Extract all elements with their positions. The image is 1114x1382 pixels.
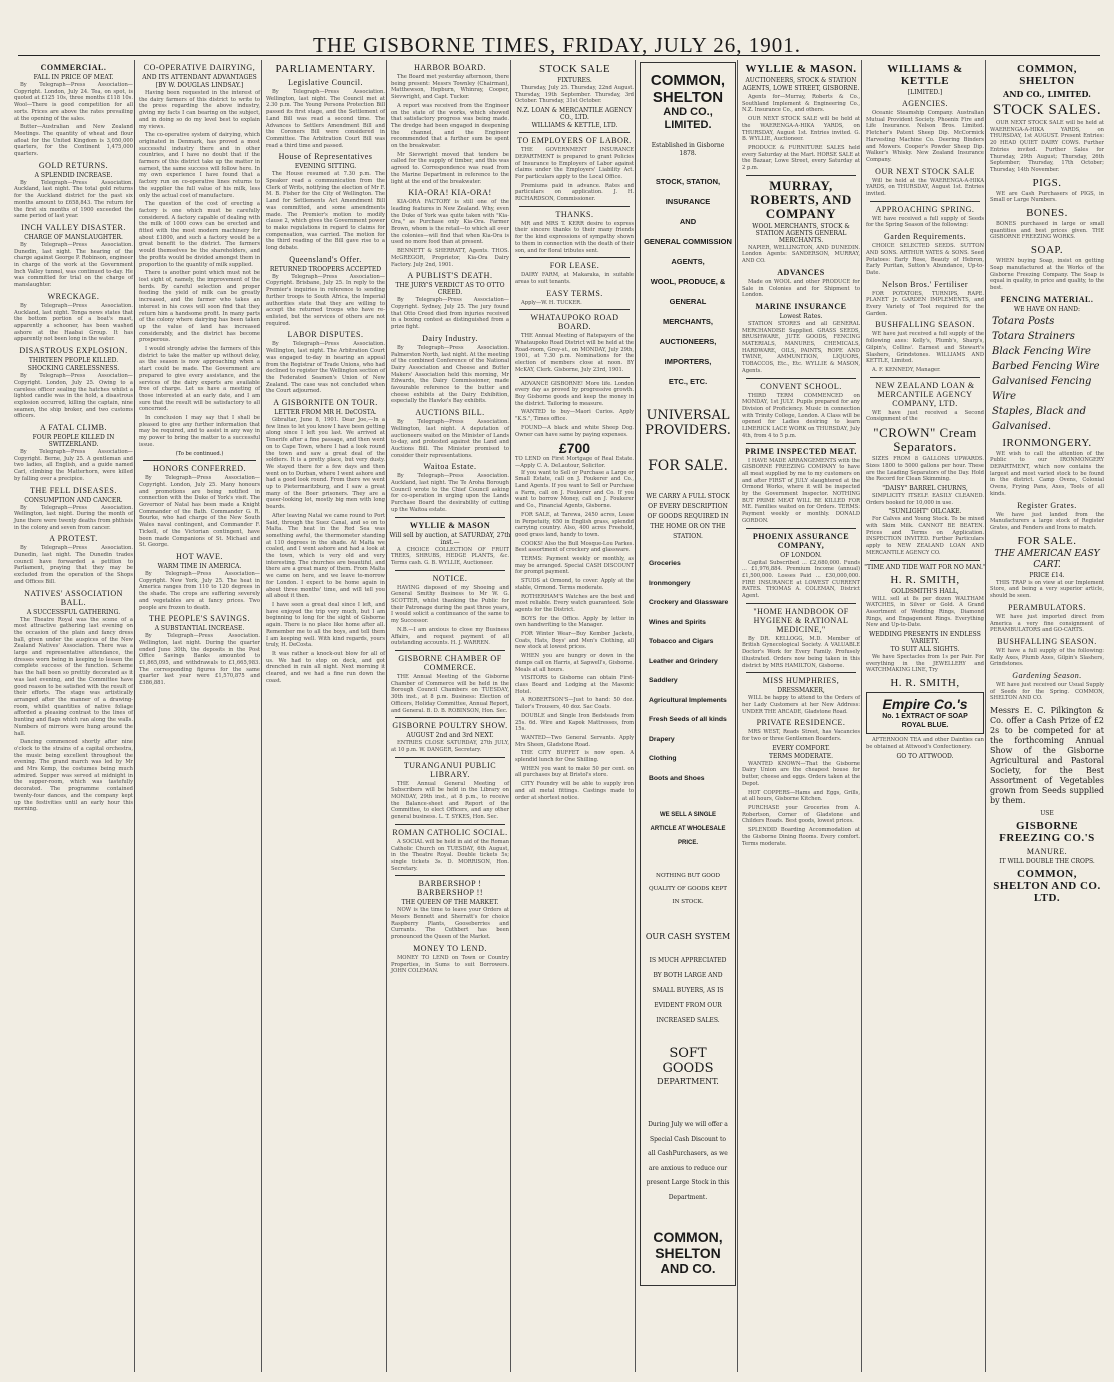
heading-harbor-board: HARBOR BOARD.	[414, 63, 486, 72]
universal: UNIVERSAL	[646, 408, 730, 423]
article-text: KIA-ORA FACTORY is still one of the leading features in New Zealand. Why, even the Duke of York was quite taken with "Kia-Ora," as Purchase only Kia-Ora. Farmer Brown, whom is the retail—to which all over the colonies—will find that when Kia-Ora is used no more food than at present. BENNETT & SHERRATT, Agents. THOS. McGREGOR, Proprietor, Kia-Ora Dairy Factory. July 2nd, 1901.	[391, 199, 509, 268]
heading-queensland: Queensland's Offer.	[289, 254, 362, 264]
column-9	[988, 60, 1106, 1372]
column-4	[389, 60, 511, 1372]
july-text: During July we will offer a Special Cash Discount to all CashPurchasers, as we are anxious to reduce our present Large Stock in this Department.	[646, 1121, 730, 1201]
heading-every-comfort: EVERY COMFORT.	[772, 744, 830, 752]
ad-text: WE have just received our Usual Supply of Seeds for the Spring. COMMON, SHELTON AND CO.	[990, 682, 1104, 702]
ad-notice: NOTICE.	[432, 573, 468, 583]
heading-wedding: WEDDING PRESENTS IN ENDLESS VARIETY.	[869, 631, 981, 646]
heading-thirteen: THIRTEEN PEOPLE KILLED.	[28, 357, 119, 365]
ad-text: FOR POTATOES, TURNIPS, RAPE. PLANET Jr. GARDEN IMPLEMENTS, and Every Variety of Tool required for the Garden.	[866, 290, 984, 317]
heading-phoenix-sub: OF LONDON.	[780, 551, 822, 559]
ad-text: DAIRY FARM, at Makaraka, in suitable areas to suit tenants.	[515, 272, 634, 285]
masthead-rule	[18, 55, 1100, 56]
ad-text: A CHOICE COLLECTION OF FRUIT TREES, SHRUBS, HEDGE PLANTS, &c. Terms cash. G. B. WYLLIE, Auctioneer.	[391, 546, 509, 566]
ad-poultry-show: GISBORNE POULTRY SHOW.	[392, 721, 508, 731]
ad-text: Made on WOOL and other PRODUCE for Sale in Colonies and for Shipment to London.	[742, 278, 860, 299]
article-text: By Telegraph—Press Association—Copyright. Berne, July 25. A gentleman and two ladies, all English, and a guide named Carl, climbing the Matterhorn, were killed by falling over a precipice.	[14, 449, 133, 482]
cash-system: OUR CASH SYSTEM	[645, 932, 731, 941]
ad-text: WILL be happy to attend to the Orders of her Lady Customers at her New Address: UNDER THE ARCADE, Gladstone Road.	[742, 695, 860, 715]
article-text: Gibraltar, June 8, 1901. Dear Joe,—In a few lines to let you know I have been getting along since I left you last. We arrived at Tenerife after a fine passage, and then went on to Cape Town, where I had a look round the town and saw a great deal of the soldiers. It is a pretty place, but very dusty. We stayed there for a few days and then went on to Durban, where I went ashore and had a good look round. From there we went up to Pietermaritzburg, and I saw a great many of the Boer prisoners. They are a queer-looking lot, mostly big men with long beards. After leaving Natal we came round to Port Said, through the Suez Canal, and so on to Malta. The heat in the Red Sea was something awful, the thermometer standing at 110 degrees in the shade. At Malta we coaled, and I went ashore and had a look at the town, which is very old and very interesting. The churches are beautiful, and there are a great many of them. From Malta we came on here, and we leave to-morrow for London. I expect to be home again in about three months' time, and will tell you all about it then. I have seen a great deal since I left, and have enjoyed the trip very much, but I am beginning to long for the sight of Gisborne again. There is no place like home after all. Remember me to all the boys, and tell them I am keeping well. With kind regards, yours truly, H. DeCosta. It was rather a knock-out blow for all of us. We had to stop on deck, and got drenched in rain all night. Next morning it cleared, and we had a fine run down the coast.	[266, 417, 385, 684]
footer-name-1: COMMON, SHELTON	[653, 1229, 723, 1261]
for-sale: FOR SALE.	[648, 458, 728, 474]
article-text: By Telegraph—Press Association—Copyright. Sydney, July 25. The jury found that Otto Creed died from injuries received in a boxing contest as distinguished from a prize fight.	[391, 297, 509, 331]
article-text: By Telegraph—Press Association. Wellington, last night. During the quarter ended June 30th, the deposits in the Post Office Savings Banks amounted to £1,865,095, and withdrawals to £1,665,983. The corresponding figures for the same quarter last year were £1,570,875 and £386,881.	[139, 633, 260, 687]
ad-text: WILL sell at 8s per dozen WALTHAM WATCHES, in Silver or Gold. A Grand Assortment of Wedding Rings, Diamond Rings, and Engagement Rings. Everything New and Up-to-Date.	[866, 595, 984, 629]
heading-bones: BONES.	[1026, 207, 1068, 220]
ad-text: WE have just received a full supply of the following axes: Kelly's, Plumb's, Sharp's, Gilpin's, Collins'. Earnest and Stewart's Slashers, Grindstones. WILLIAMS AND KETTLE, Limited. A. F. KENNEDY, Manager.	[866, 331, 984, 373]
heading-stock-sale: STOCK SALE	[538, 63, 611, 75]
heading-garden: Garden Requirements.	[884, 232, 966, 242]
heading-suit-sights: TO SUIT ALL SIGHTS.	[890, 646, 960, 654]
ad-name-1: COMMON, SHELTON	[650, 72, 726, 106]
article-text: By Telegraph—Press Association—Copyright. London, July 25. Owing to a careless officer sealing the hatches whilst a lighted candle was in the hold, a disastrous explosion occurred, killing the captain, nine seamen, the ship broker, and two customs officers.	[14, 373, 133, 420]
ad-text: ADVANCE GISBORNE! More life. London every day as proved by progressive growth. Buy Gisborne goods and keep the money in the district. Tailoring to measure. WANTED to buy—Maori Curios. Apply "K.S.", Times office. FOUND—A black and white Sheep Dog. Owner can have same by paying expenses.	[515, 380, 634, 438]
ad-text: I HAVE MADE ARRANGEMENTS with the GISBORNE FREEZING COMPANY to have all meat supplied by me to my customers on and after FIRST of JULY slaughtered at the Ormond Works, where it will be inspected by the Government Inspector. NOTHING BUT PRIME MEAT WILL BE KILLED FOR ME. Families waited on for Orders. TERMS: Payment weekly or monthly. DONALD GORDON.	[742, 457, 860, 524]
ad-text: STATION STORES and all GENERAL MERCHANDISE Supplied. GRASS SEEDS, BRUSHWARE, JUTE GOODS, FENCING MATERIALS, MANURES, CHEMICALS, HARDWARE, OILS, PAINTS, ROPE AND TWINE, AMMUNITION, LIQUORS, TOBACCOS, Etc., Etc. WYLLIE & MASON, Agents.	[742, 320, 860, 374]
heading-hr-smith: H. R. SMITH,	[890, 573, 960, 586]
heading-cs-sub: AND CO., LIMITED.	[1003, 89, 1091, 99]
article-text: Having been requested in the interest of the dairy farmers of this district to write to the press regarding the above industry, giving my facts I can bearing on the subject, and in doing so do my level best to explain my views. The co-operative system of dairying, which originated in Denmark, has proved a most successful industry there and in other countries, and I have no doubt that if the farmers of this district take up the matter in earnest, the same success will follow here. In my own experience I have found that a factory run on co-operative lines returns to the supplier the full value of his milk, less only the actual cost of manufacture. The question of the cost of erecting a factory is one which must be carefully considered. A factory capable of dealing with the milk of 1000 cows can be erected and fitted with the most modern machinery for about £1800, and such a factory would be a great benefit to the district. The farmers would themselves be the shareholders, and the profits would be divided amongst them in proportion to the quantity of milk supplied. There is another point which must not be lost sight of, namely, the improvement of the herds. By careful selection and proper feeding the yield of milk can be greatly increased, and the farmer who takes an interest in his cows will soon find that they return him a handsome profit. In many parts of the colony where dairying has been taken up the value of land has increased considerably, and the district has become prosperous. I would strongly advise the farmers of this district to take the matter up without delay, as the season is now approaching when a start could be made. The Government are prepared to give every assistance, and the services of the dairy experts are available free of charge. Let us have a meeting of those interested at an early date, and I am sure that the result will be satisfactory to all concerned. In conclusion I may say that I shall be pleased to give any further information that may be required, and to assist in any way in my power to bring the matter to a successful issue.	[139, 90, 260, 448]
heading-bushfalling: BUSHFALLING SEASON.	[875, 320, 975, 330]
heading-gold-sub: A SPLENDID INCREASE.	[34, 171, 113, 179]
article-text: By Telegraph—Press Association. Dunedin, last night. The Dunedin trades council have forwarded a petition to Parliament, praying that they may be excluded from the operation of the Shops and Offices Bill.	[14, 545, 133, 585]
ad-text: MRS WEST, Reads Street, has Vacancies for two or three Gentlemen Boarders.	[742, 729, 860, 743]
article-text: The Board met yesterday afternoon, there being present: Messrs Townley (Chairman), Matthewson, Hepburn, Whinray, Cooper, Sievwright, and Capt. Tucker. A report was received from the Engineer on the state of the works, which showed that satisfactory progress was being made. The dredge had been engaged in deepening the channel, and the Engineer recommended that a further sum be spent on the breakwater. Mr Sievwright moved that tenders be called for the supply of timber, and this was agreed to. Correspondence was read from the Marine Department in reference to the light at the end of the breakwater.	[391, 74, 509, 185]
ad-text: HAVING disposed of my Shoeing and General Smithy Business to Mr W. G. SCOTTER, whilst thanking the Public for their Patronage during the past three years, I would solicit a continuance of the same to my Successor. N.B.—I am anxious to close my Business Affairs, and request payment of all outstanding accounts. H. J. WARREN.	[391, 584, 509, 647]
heading-protest: A PROTEST.	[49, 534, 98, 544]
heading-private-residence: PRIVATE RESIDENCE.	[756, 718, 846, 728]
ad-text: NOW is the time to leave your Orders at Messrs Bennett and Sherratt's for choice Raspberry Plants, Gooseberries and Currants. The Cuthbert has been pronounced the Queen of the Market.	[391, 907, 509, 941]
heading-waitoa-estate: Waitoa Estate.	[423, 462, 477, 472]
heading-wk-sub: [LIMITED.]	[907, 89, 943, 96]
footer-name-2: AND CO.	[660, 1261, 716, 1276]
ad-text: By DR. KELLOGG, M.D. Member of British Gynecological Society. A VALUABLE Doctor's Work for Every Family. Profusely illustrated. Orders now being taken in this district by MRS HAMILTON, Gisborne.	[742, 635, 860, 669]
heading-empire: Empire Co.'s	[882, 696, 968, 713]
ad-text: CHOICE SELECTED SEEDS. SUTTON AND SONS. ARTHUR YATES & SONS. Seed Potatoes: Early Rose, Beauty of Hebron, Early Puritan, Sutton's Abundance, Up-to-Date.	[866, 243, 984, 276]
author-line: [BY W. DOUGLAS LINDSAY.]	[155, 82, 244, 89]
article-text: By Telegraph—Press Association. Wellington, last night. During the month of June there were twenty deaths from phthisis in the colony and seven from cancer.	[14, 504, 133, 531]
ad-text: NAPIER, WELLINGTON, AND DUNEDIN. London Agents: SANDERSON, MURRAY, AND CO.	[742, 244, 860, 265]
column-6	[638, 60, 738, 1372]
ad-text: THE Annual General Meeting of Subscribers will be held in the Library on MONDAY, 29th inst., at 8 p.m., to receive the Balance-sheet and Report of the Committee, to elect Officers, and any other general business. L. T. SYKES, Hon. Sec.	[391, 780, 509, 821]
heading-whataupoko: WHATAUPOKO ROAD BOARD.	[530, 313, 619, 332]
heading-coop-dairying: CO-OPERATIVE DAIRYING,	[143, 63, 256, 72]
ad-text: BONES purchased in large or small quantities and best prices given. THE GISBORNE FREEZING WORKS.	[990, 221, 1104, 241]
ad-text: THE Annual Meeting of the Gisborne Chamber of Commerce will be held in the Borough Council Chambers on TUESDAY, 30th inst., at 8 p.m. Business: Election of Officers, Holiday Committee, Annual Report, and General. B. D. B. ROBINSON, Hon. Sec.	[391, 674, 509, 714]
established-line: Established in Gisborne 1878.	[651, 142, 725, 157]
heading-fatal-climb: A FATAL CLIMB.	[39, 423, 108, 433]
heading-gisbornite: A GISBORNITE ON TOUR.	[273, 398, 378, 408]
heading-we-have: WE HAVE ON HAND:	[1013, 305, 1081, 313]
article-text: By Telegraph—Press Association. Palmerston North, last night. At the meeting of the combined Conference of the National Dairy Association and Cheese and Butter Makers' Association held this morning, Mr Edwards, the Dairy Commissioner, made favourable reference to the butter and cheese exhibits at the Dairy Exhibition, especially the Hawke's Bay exhibits.	[391, 344, 509, 405]
ad-text: MONEY TO LEND on Town or Country Properties, in Sums to suit Borrowers. JOHN COLEMAN.	[391, 954, 509, 975]
newspaper-title: THE GISBORNE TIMES, FRIDAY, JULY 26, 1901.	[313, 33, 801, 57]
article-text: By Telegraph—Press Association. Wellington, last night. The Arbitration Court was engaged to-day in hearing an appeal from the Registrar of Trade Unions, who had declined to register the Wellington section of the Federated Seamen's Union of New Zealand. The case was not concluded when the Court adjourned.	[266, 341, 385, 395]
heading-fell-diseases: THE FELL DISEASES.	[30, 485, 117, 495]
heading-double: IT WILL DOUBLE THE CROPS.	[999, 858, 1095, 866]
ad-text: MR and MRS T. KERR desire to express their sincere thanks to their many friends for the kind expressions of sympathy shown to them in connection with the death of their son, and for floral tributes sent.	[515, 220, 634, 254]
heading-murray-roberts: MURRAY, ROBERTS, AND COMPANY	[750, 177, 852, 221]
heading-pigs: PIGS.	[1032, 176, 1062, 189]
ad-text: THE Annual Meeting of Ratepayers of the Whataupoko Road District will be held at the Road-room, Grey-st., on MONDAY, July 29th, 1901, at 7.30 p.m. Nominations for the election of members close at noon. BY McKAY, Clerk. Gisborne, July 23rd, 1901.	[515, 333, 634, 373]
heading-kia-ora: KIA-ORA! KIA-ORA!	[408, 188, 492, 198]
heading-advances: ADVANCES	[777, 267, 825, 277]
article-text: The Theatre Royal was the scene of a most attractive gathering last evening on the occasion of the plain and fancy dress ball, given under the auspices of the New Zealand Natives' Association. There was a large and representative attendance, the dresses worn being in keeping to lessen the complete success of the function. Scheme has the hall been so prettily decorated as it was last evening, and the Committee have good reason to be satisfied with the result of their efforts. The stage was artistically arranged after the manner of a drawing-room, whilst quantities of native foliage afforded a pleasing contrast to the lines of bunting and flags which ran along the walls. Numbers of mirrors were hung around the hall. Dancing commenced shortly after nine o'clock to the strains of a capital orchestra, the music being excellent throughout the evening. The grand march was led by Mr and Mrs Kemp, the costumes being much admired. Supper was served at midnight in the supper-room, which was tastefully decorated. The programme contained twenty-four dances, and the company kept up the festivities until an early hour this morning.	[14, 616, 133, 813]
column-7	[740, 60, 862, 1372]
continued-line: (To be continued.)	[175, 450, 224, 457]
article-text: By Telegraph—Press Association. Auckland, last night. Tonga news states that the bottom portion of a boat's mast, apparently a schooner, has been washed ashore at the Haabai Group. It has apparently not been long in the water.	[14, 302, 133, 343]
column-1	[12, 60, 135, 1372]
heading-commercial: COMMERCIAL.	[40, 63, 107, 72]
ad-poultry-sub: AUGUST 2nd and 3rd NEXT.	[406, 732, 494, 740]
common-shelton-ad	[640, 62, 736, 1286]
heading-manure: MANURE.	[1026, 847, 1068, 857]
heading-daisy: "DAISY" BARREL CHURNS,	[882, 484, 968, 492]
heading-easy-terms: EASY TERMS.	[546, 288, 603, 298]
ad-wyllie-mason: WYLLIE & MASON	[409, 520, 491, 530]
heading-fencing: FENCING MATERIAL.	[1000, 294, 1094, 304]
heading-perambulators: PERAMBULATORS.	[1008, 602, 1086, 612]
ad-queen: THE QUEEN OF THE MARKET.	[401, 899, 499, 907]
heading-royal-blue: ROYAL BLUE.	[901, 722, 949, 730]
ad-wyllie-sub: Will sell by auction, at SATURDAY, 27th inst.—	[389, 531, 511, 546]
pilkington-text: Messrs E. C. Pilkington & Co. offer a Cash Prize of £2 2s to be competed for at the forthcoming Annual Show of the Gisborne Agricultural and Pastoral Society, for the Best Assortment of Vegetables grown from Seeds supplied by them.	[990, 706, 1104, 806]
ad-text: THIS TRAP is on view at our Implement Store, and being a very superior article, should be seen.	[990, 579, 1104, 600]
article-text: By Telegraph—Press Association—Copyright. London, July 25. Many honours and promotions are being notified in connection with the Duke of York's visit. The Governor of Natal has been made a Knight Commander of the Bath. Commander G. R. Bourke, who had charge of the New South Wales naval contingent, and Commander F. Tickell, of the Victorian contingent, have been made Companions of St. Michael and St. George.	[139, 475, 260, 549]
heading-fall-price: FALL IN PRICE OF MEAT.	[33, 74, 114, 81]
ad-text: A SOCIAL will be held in aid of the Roman Catholic Church on TUESDAY, 6th August, in the Theatre Royal. Double tickets 5s; single tickets 3s. D. MORRISON, Hon. Secretary.	[391, 838, 509, 872]
heading-nelson: Nelson Bros.' Fertiliser	[881, 279, 969, 289]
heading-inch-valley: INCH VALLEY DISASTER.	[21, 222, 126, 232]
article-text: By Telegraph—Press Association. Auckland, last night. The Te Aroha Borough Council wrote to the Chief Council asking for co-operation in urging upon the Lands Purchase Board the desirability of cutting up the Waitoa estate.	[391, 473, 509, 513]
column-2	[137, 60, 262, 1372]
ad-name-2: AND CO., LIMITED.	[663, 106, 713, 131]
heading-common-shelton: COMMON, SHELTON	[1016, 63, 1077, 87]
heading-lowest-rates: Lowest Rates.	[779, 312, 823, 320]
heading-fell-sub: CONSUMPTION AND CANCER.	[24, 496, 123, 504]
cash-text: IS MUCH APPRECIATED BY BOTH LARGE AND SMALL BUYERS, AS IS EVIDENT FROM OUR INCREASED SALES.	[649, 957, 727, 1024]
heading-dairy-industry: Dairy Industry.	[422, 333, 478, 343]
heading-labor: LABOR DISPUTES.	[287, 330, 364, 340]
heading-sunlight: "SUNLIGHT" OILCAKE.	[888, 508, 962, 516]
goods-list: Groceries Ironmongery Crockery and Glassware Wines and Spirits Tobacco and Cigars Leather and Grindery Saddlery Agricultural Implements Fresh Seeds of all kinds Drapery Clothing Boots and Shoes	[649, 560, 729, 782]
ad-text: WE have just received a Second Consignment of the	[866, 409, 984, 423]
heading-freezing: GISBORNE FREEZING CO.'S	[999, 820, 1095, 845]
ad-text: Agents for—Murray, Roberts & Co., Southland Implement & Engineering Co., N.Z. Insurance Co., and others. OUR NEXT STOCK SALE will be held at the WAERENGA-A-HIKA YARDS, on THURSDAY, August 1st. Entries invited. G. B. WYLLIE, Auctioneer. PRODUCE & FURNITURE SALES held every Saturday at the Mart. HORSE SALE at the Bazaar, Lowe Street, every Saturday at 2 p.m.	[742, 94, 860, 172]
ad-text: WE wish to call the attention of the Public to our IRONMONGERY DEPARTMENT, which now contains the largest and most varied stock to be found in the district. Camp Ovens, Colonial Ovens, Frying Pans, Axes, Tools of all kinds.	[990, 450, 1104, 497]
ad-catholic-social: ROMAN CATHOLIC SOCIAL.	[392, 827, 508, 837]
heading-empire-sub: No. 1 EXTRACT OF SOAP	[882, 713, 968, 721]
heading-humphries-sub: DRESSMAKER,	[777, 687, 825, 695]
heading-four-killed: FOUR PEOPLE KILLED IN SWITZERLAND.	[32, 434, 115, 449]
article-text: By Telegraph—Press Association. Wellington, last night. The Council met at 2.30 p.m. The Young Persons Protection Bill passed its first stage, and the Settlement of Land Bill was read a second time. The Advances to Settlers Amendment Bill and the Coroners Bill were considered in Committee. The Arbitration Court Bill was read a third time and passed.	[266, 89, 385, 149]
heading-american-cart: THE AMERICAN EASY CART.	[994, 548, 1100, 570]
heading-savings-sub: A SUBSTANTIAL INCREASE.	[154, 625, 245, 633]
ad-text: ENTRIES CLOSE SATURDAY, 27th JULY, at 10 p.m. W. DANGER, Secretary.	[391, 740, 509, 753]
heading-savings: THE PEOPLE'S SAVINGS.	[149, 614, 250, 624]
ad-text: WANTED KNOWN—That the Gisborne Dairy Union are the cheapest house for butter, cheese and eggs. Orders taken at the Depot. HOT COPPERS—Hams and Eggs, Grills, at all hours, Gisborne Kitchen. PURCHASE your Groceries from A. Robertson, Corner of Gladstone and Childers Roads. Best goods, lowest prices. SPLENDID Boarding Accommodation at the Gisborne Dining Rooms. Every comfort. Terms moderate.	[742, 760, 860, 847]
article-text: By Telegraph—Press Association—Copyright. London, July 24. Tea, on spot, is quoted at £125 10s, three months £118 10s. Wool—There is good competition for all sorts. Prices are above the rates prevailing at the opening of the sales. Butter—Australian and New Zealand Meetings. The quantity of wheat and flour afloat for the United Kingdom is 3,050,000 quarters, for the Continent 1,475,000 quarters.	[14, 82, 133, 158]
heading-queensland-sub: RETURNED TROOPERS ACCEPTED	[269, 265, 382, 273]
ad-library: TURANGANUI PUBLIC LIBRARY.	[403, 760, 497, 779]
article-text: By Telegraph—Press Association. Wellington, last night. A deputation of auctioneers waited on the Minister of Lands to-day, and protested against the Land and Auctions Bill. The Minister promised to consider their representations.	[391, 419, 509, 459]
article-text: By Telegraph—Press Association—Copyright. New York, July 25. The heat in America ranges from 110 to 120 degrees in the shade. The crops are suffering severely and vegetables are at fancy prices. Two people are frozen to death.	[139, 571, 260, 611]
heading-goldsmiths-hall: GOLDSMITH'S HALL,	[891, 587, 959, 595]
column-3	[264, 60, 387, 1372]
ad-text: OUR NEXT STOCK SALE will be held at WAERENGA-A-HIKA YARDS, on THURSDAY, 1st AUGUST. Present Entries: 20 HEAD QUIET DAIRY COWS. Further Entries invited. Further Sales for Thursday, 29th August; Thursday, 26th September; Thursday, 17th October; Thursday, 14th November.	[990, 120, 1104, 173]
heading-thanks: THANKS.	[555, 209, 594, 219]
ad-text: Thursday, July 25. Thursday, 22nd August. Thursday, 19th September. Thursday, 3rd October. Thursday, 31st October.	[515, 85, 634, 105]
heading-bushfalling: BUSHFALLING SEASON.	[997, 636, 1097, 646]
heading-gold-returns: GOLD RETURNS.	[38, 160, 109, 170]
heading-legislative-council: Legislative Council.	[288, 78, 363, 87]
ad-text: SIZES FROM 8 GALLONS UPWARDS. Sizes 1800 to 5000 gallons per hour. These are the Leading Separators of the Day. Hold the Record for Clean Skimming.	[866, 456, 984, 483]
heading-attwood: GO TO ATTWOOD.	[896, 752, 954, 760]
heading-wyllie-sub: AUCTIONEERS, STOCK & STATION AGENTS, LOWE STREET, GISBORNE.	[742, 77, 860, 92]
heading-stock-sales: STOCK SALES.	[992, 102, 1102, 118]
heading-for-lease: FOR LEASE.	[549, 261, 600, 271]
heading-stock-sale: OUR NEXT STOCK SALE	[875, 166, 975, 176]
ad-text: AFTERNOON TEA and other Dainties can be obtained at Attwood's Confectionery.	[866, 737, 984, 750]
soft-goods: SOFT GOODS	[662, 1046, 714, 1076]
ad-text: Capital Subscribed ... £2,680,000. Funds ... £1,976,884. Premium Income (annual) £1,500,000. Losses Paid ... £30,000,000. FIRE INSURANCE at LOWEST CURRENT RATES. THOMAS A. COLEMAN, District Agent.	[742, 559, 860, 600]
ad-text: THE GOVERNMENT INSURANCE DEPARTMENT is prepared to grant Policies of Insurance to Employers of Labor against claims under the Employers' Liability Act. For particulars apply to the Local Office. Premiums paid in advance. Rates and particulars on application. J. H. RICHARDSON, Commissioner.	[515, 147, 634, 203]
ad-text: WE have a full supply of the following: Kelly Axes, Plumb Axes, Gilpin's Slashers, Grindstones.	[990, 647, 1104, 668]
article-text: By Telegraph—Press Association. Auckland, last night. The total gold returns for the Auckland district for the past six months amount to £658,843. The return for the first six months of 1900 exceeded the same period of last year.	[14, 179, 133, 220]
full-stock-text: WE CARRY A FULL STOCK OF EVERY DESCRIPTION OF GOODS REQUIRED IN THE HOME OR ON THE STATION.	[646, 493, 730, 540]
ad-barbers: BARBERSHOP ! BARBERSHOP !!	[417, 879, 483, 898]
ad-text: We have just landed from the Manufacturers a large stock of Register Grates, and Fenders and Irons to match.	[990, 511, 1104, 531]
heading-use: USE	[1040, 810, 1054, 818]
wholesale-text: WE SELL A SINGLE ARTICLE AT WHOLESALE PRICE.	[650, 812, 726, 846]
heading-coop-sub: AND ITS ATTENDANT ADVANTAGES	[142, 74, 257, 81]
heading-convent-school: CONVENT SCHOOL.	[760, 381, 842, 391]
ad-text: WE have received a full supply of Seeds for the Spring Season of the following:	[866, 215, 984, 229]
ad-text: SIMPLICITY ITSELF. EASILY CLEANED. Orders booked for 10,000 in use.	[866, 492, 984, 506]
ad-chamber-commerce: GISBORNE CHAMBER OF COMMERCE.	[398, 654, 502, 672]
heading-parliamentary: PARLIAMENTARY.	[275, 63, 376, 75]
ad-text: Oceanic Steamship Company. Australian Mutual Provident Society. Phoenix Fire and Life Insurance. Nelson Bros. Limited. Fletcher's Patent Sheep Dip. McCormick Harvesting Machine Co. Deering Binders and Mowers. Cooper's Powder Sheep Dip. Walker's Whisky. New Zealand Insurance Company.	[866, 110, 984, 163]
heading-inch-sub: CHARGE OF MANSLAUGHTER.	[24, 233, 123, 241]
heading-marine: MARINE INSURANCE	[755, 301, 847, 311]
heading-employers: TO EMPLOYERS OF LABOR.	[517, 136, 632, 146]
masthead	[0, 0, 1114, 58]
heading-prime-meat: PRIME INSPECTED MEAT.	[745, 446, 857, 456]
heading-house: House of Representatives	[278, 152, 373, 162]
heading-phoenix: PHOENIX ASSURANCE COMPANY,	[752, 531, 850, 550]
heading-gardening: Gardening Season.	[1012, 671, 1082, 681]
heading-ironmongery: IRONMONGERY.	[1002, 436, 1092, 449]
heading-hr-smith-2: H. R. SMITH,	[890, 677, 960, 690]
heading-evening-sitting: EVENING SITTING.	[294, 163, 357, 171]
ad-text: For Calves and Young Stock. To be mixed with Skim Milk. CANNOT BE BEATEN. Prices and Terms on Application. INSPECTION INVITED. Further Particulars apply to NEW ZEALAND LOAN AND MERCANTILE AGENCY CO.	[866, 516, 984, 556]
heading-natives-ball: NATIVES' ASSOCIATION BALL.	[24, 588, 123, 607]
ad-700-pounds: £700	[558, 440, 591, 457]
ad-williams-kettle: WILLIAMS & KETTLE, LTD.	[531, 122, 618, 130]
heading-agencies: AGENCIES.	[901, 99, 949, 108]
services-list: STOCK, STATION, INSURANCE AND GENERAL COMMISSION AGENTS, WOOL, PRODUCE, & GENERAL MERCHANTS, AUCTIONEERS, IMPORTERS, ETC., ETC.	[644, 177, 732, 386]
heading-williams-kettle: WILLIAMS & KETTLE	[887, 63, 963, 87]
column-5	[513, 60, 636, 1372]
heading-footer: COMMON, SHELTON AND CO. LTD.	[993, 868, 1101, 905]
heading-letter: LETTER FROM MR H. DeCOSTA.	[274, 409, 377, 417]
heading-auctions-bill: AUCTIONS BILL.	[415, 408, 485, 418]
ad-700-text: TO LEND on First Mortgage of Real Estate.—Apply C. A. DeLautour, Solicitor.	[515, 456, 634, 469]
ad-text: WE have just imported direct from America a very fine consignment of PERAMBULATORS and GO-CARTS.	[990, 613, 1104, 634]
heading-humphries: MISS HUMPHRIES,	[762, 676, 840, 686]
ad-text: THIRD TERM COMMENCED on MONDAY, 1st JULY. Pupils prepared for any Division of Proficiency. Music in connection with Trinity College, London. A Class will be opened for Ladies desiring to learn LIMERICK LACE WORK on THURSDAY, July 4th, from 4 to 5 p.m.	[742, 392, 860, 439]
heading-publist-death: A PUBLIST'S DEATH.	[407, 271, 493, 281]
ad-text: Apply—W. H. TUCKER.	[521, 299, 582, 306]
ad-text: We have Spectacles from 1s per Pair. For everything in the JEWELLERY and WATCHMAKING LINE, Try	[866, 654, 984, 674]
heading-time-tide: "TIME AND TIDE WAIT FOR NO MAN."	[864, 563, 986, 571]
ad-money-lend: MONEY TO LEND.	[413, 943, 487, 953]
empire-ad	[866, 692, 984, 734]
heading-for-sale: FOR SALE.	[1017, 534, 1077, 547]
article-text: By Telegraph—Press Association. Dunedin, last night. The hearing of the charge against George P. Robinson, engineer in charge of the work at the Government Inch Valley tunnel, was continued to-day. He was committed for trial on the charge of manslaughter.	[14, 241, 133, 289]
heading-register-grates: Register Grates.	[1017, 500, 1077, 510]
heading-wreckage: WRECKAGE.	[47, 291, 100, 301]
column-8	[864, 60, 986, 1372]
heading-soap: SOAP.	[1030, 244, 1064, 257]
ad-nz-loan: N.Z. LOAN & MERCANTILE AGENCY CO., LTD.	[516, 107, 633, 122]
heading-stock-sub: FIXTURES.	[557, 77, 592, 84]
heading-hot-wave: HOT WAVE.	[176, 552, 223, 561]
heading-explosion: DISASTROUS EXPLOSION.	[19, 346, 128, 356]
ad-text: Will be held at the WAERENGA-A-HIKA YARDS, on THURSDAY, August 1st. Entries invited.	[866, 177, 984, 198]
heading-wyllie-mason: WYLLIE & MASON.	[745, 63, 857, 75]
providers: PROVIDERS.	[645, 423, 731, 438]
ad-text: If you want to Sell or Purchase a Large or Small Estate, call on J. Foukerer and Co., Land Agents. If you want to Sell or Purchase a Farm, call on J. Foukerer and Co. If you want to borrow Money, call on J. Foukerer and Co., Financial Agents, Gisborne. FOR SALE, at Tarewa, 2450 acres, Lease in Perpetuity, 650 in English grass, splendid carrying country. Also, 400 acres Freehold, good grass land, handy to town. COOKS! Also the Bull Mosque-Lou Parkes. Best assortment of crockery and glassware. TERMS: Payment weekly or monthly, as may be arranged. Special CASH DISCOUNT for prompt payment. STUDS at Ormond, to cover. Apply at the stable, Ormond. Terms moderate. ROTHERHAM'S Watches are the best and most reliable. Every watch guaranteed. Sole agents for the District. BOYS for the Office. Apply by letter in own handwriting to the Manager. FOR Winter Wear—Buy Kember Jackets, Coats, Hats, Boys' and Men's Clothing, all new stock at lowest prices. WHEN you are hungry or down in the dumps call on Harris, at Sapwell's, Gisborne. Meals at all hours. VISITORS to Gisborne can obtain First-class Board and Lodging at the Masonic Hotel. A ROBERTSON'S—Just to hand: 50 doz. Tailor's Trousers, 40 doz. Sac Coats. DOUBLE and Single Iron Bedsteads from 25s. 6d. Wire and Kapok Mattresses, from 15s. WANTED—Two General Servants. Apply Mrs Sheen, Gladstone Road. THE CITY BUFFET is now open. A splendid lunch for One Shilling. WHEN you want to make 50 per cent. on all purchases buy at Bristol's store. CITY Foundry will be able to supply iron and all metal fittings. Castings made to order at shortest notice.	[515, 469, 634, 801]
ad-text: WHEN buying Soap, insist on getting Soap manufactured at the Works of the Gisborne Freezing Company. The Soap is equal in quality, in price and quality, to the best.	[990, 258, 1104, 291]
heading-nz-loan: NEW ZEALAND LOAN & MERCANTILE AGENCY COMPANY, LTD.	[875, 380, 975, 408]
heading-terms: TERMS MODERATE.	[768, 752, 834, 760]
heading-price: PRICE £14.	[1029, 571, 1065, 579]
article-text: By Telegraph—Press Association—Copyright. Brisbane, July 25. In reply to the Premier's inquiries in reference to sending further troops to South Africa, the Imperial authorities state that they are willing to accept the returned troops who have re-enlisted, but the services of others are not required.	[266, 273, 385, 327]
heading-honours: HONORS CONFERRED.	[153, 464, 246, 474]
heading-crown: "CROWN" Cream Separators.	[873, 425, 977, 455]
department: DEPARTMENT.	[657, 1077, 719, 1086]
heading-approaching-spring: APPROACHING SPRING.	[875, 204, 975, 214]
heading-murray-sub: WOOL MERCHANTS, STOCK & STATION AGENTS GENERAL MERCHANTS.	[752, 222, 850, 244]
article-text: The House resumed at 7.30 p.m. The Speaker read a communication from the Clerk of Writs, notifying the election of Mr F. M. B. Fisher for the City of Wellington. The Land for Settlements Act Amendment Bill was committed, and some amendments made. The Premier's motion to modify clause 2, which gives the Government power to make regulations in regard to claims for compensation, was carried. The motion for the third reading of the Bill gave rise to a long debate.	[266, 171, 385, 252]
nothing-text: NOTHING BUT GOOD QUALITY OF GOODS KEPT IN STOCK.	[648, 873, 728, 905]
fencing-list: Totara Posts Totara Strainers Black Fencing Wire Barbed Fencing Wire Galvanised Fencing Wire Staples, Black and Galvanised.	[992, 315, 1100, 432]
heading-hot-sub: WARM TIME IN AMERICA.	[157, 563, 242, 570]
heading-publist-sub: THE JURY'S VERDICT AS TO OTTO CREED.	[395, 282, 505, 297]
ad-text: WE are Cash Purchasers of PIGS, in Small or Large Numbers.	[990, 190, 1104, 204]
heading-natives-sub: A SUCCESSFUL GATHERING.	[26, 608, 121, 616]
heading-shocking: SHOCKING CARELESSNESS.	[27, 365, 120, 373]
heading-home-handbook: "HOME HANDBOOK OF HYGIENE & RATIONAL MEDICINE,"	[753, 606, 849, 634]
